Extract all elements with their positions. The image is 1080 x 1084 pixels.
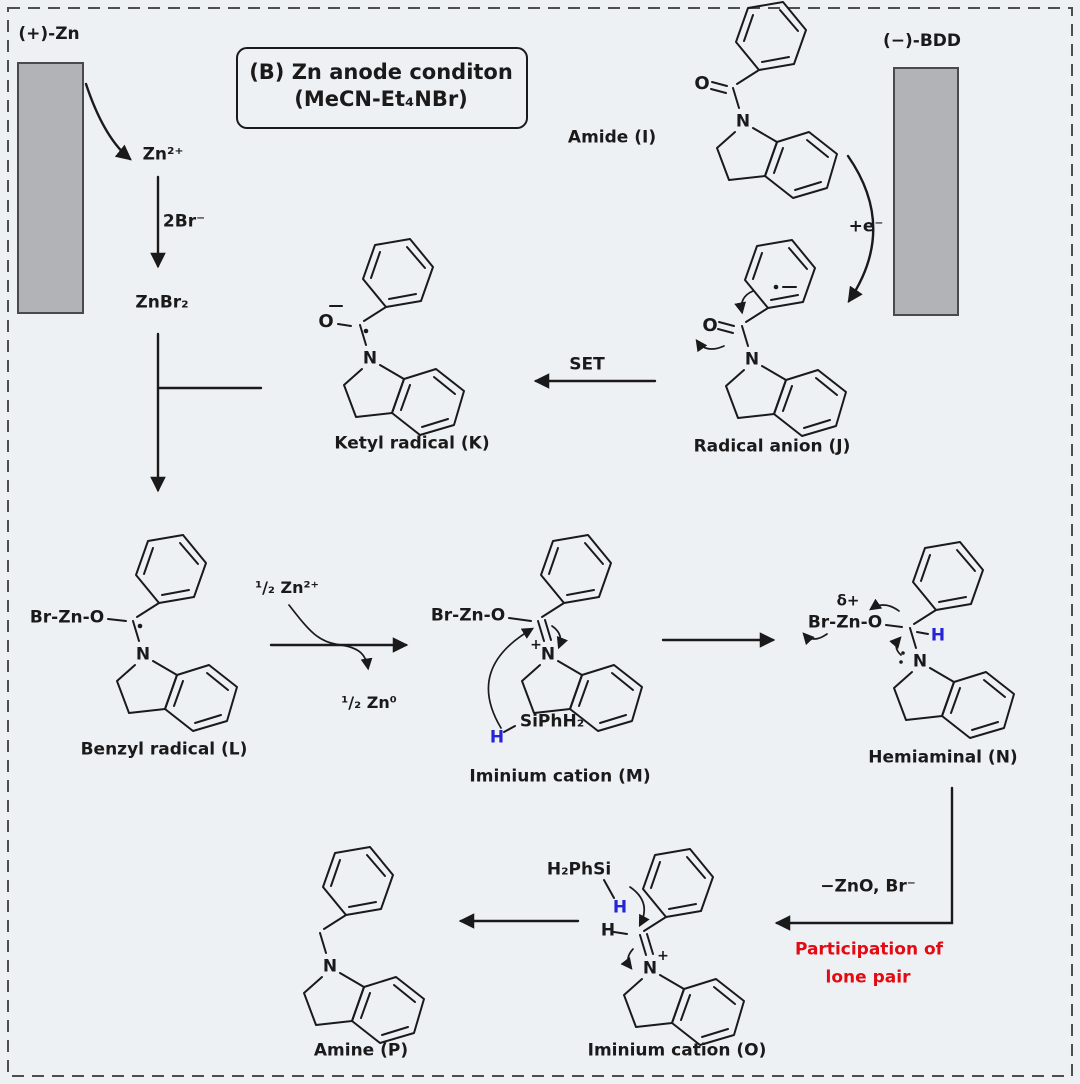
half-zn-zero-label: ¹/₂ Zn⁰	[341, 693, 397, 712]
radical-anion-N: N	[744, 349, 760, 370]
iminium-m-name: Iminium cation (M)	[469, 766, 651, 787]
hemiaminal-name: Hemiaminal (N)	[868, 747, 1018, 768]
ketyl-radical-name: Ketyl radical (K)	[334, 433, 490, 454]
radical-anion-O: O	[702, 315, 718, 336]
hemiaminal-H: H	[930, 625, 946, 646]
half-zn-cation-label: ¹/₂ Zn²⁺	[255, 578, 319, 597]
silane-siphh2-label: SiPhH₂	[519, 711, 585, 732]
ketyl-O: O	[318, 311, 334, 332]
znbr2-label: ZnBr₂	[135, 292, 189, 313]
participation-line2: lone pair	[825, 967, 911, 988]
amide-carbonyl-O: O	[694, 73, 710, 94]
amine-N: N	[322, 956, 338, 977]
zn-cation-label: Zn²⁺	[142, 144, 184, 165]
amide-N: N	[735, 111, 751, 132]
plus-electron-label: +e⁻	[848, 216, 884, 237]
iminium-m-hydride-H: H	[489, 727, 505, 748]
amide-name: Amide (I)	[567, 127, 657, 148]
iminium-o-name: Iminium cation (O)	[587, 1040, 767, 1061]
silane-h2phsi-label: H₂PhSi	[546, 859, 612, 880]
iminium-o-N: N	[642, 958, 658, 979]
benzyl-N: N	[135, 644, 151, 665]
iminium-o-hydride-H: H	[612, 897, 628, 918]
iminium-o-plus-charge: +	[657, 948, 669, 964]
title-line1: (B) Zn anode conditon	[249, 60, 513, 84]
title-line2: (MeCN-Et₄NBr)	[294, 87, 468, 111]
ketyl-N: N	[362, 348, 378, 369]
benzyl-br-zn-o: Br-Zn-O	[29, 607, 105, 628]
set-label: SET	[569, 354, 605, 375]
hemiaminal-br-zn-o: Br-Zn-O	[807, 612, 883, 633]
delta-plus-label: δ+	[836, 591, 860, 610]
iminium-o-H: H	[600, 920, 616, 941]
amine-name: Amine (P)	[313, 1040, 409, 1061]
benzyl-radical-name: Benzyl radical (L)	[80, 739, 248, 760]
cathode-label: (−)-BDD	[882, 31, 962, 51]
anode-label: (+)-Zn	[18, 24, 80, 44]
iminium-m-plus-charge: +	[530, 637, 542, 653]
iminium-m-N: N	[540, 644, 556, 665]
radical-anion-name: Radical anion (J)	[693, 436, 851, 457]
iminium-m-br-zn-o: Br-Zn-O	[430, 605, 506, 626]
hemiaminal-N: N	[912, 651, 928, 672]
participation-line1: Participation of	[794, 939, 944, 960]
two-bromide-label: 2Br⁻	[162, 211, 206, 232]
minus-zno-br-label: −ZnO, Br⁻	[820, 876, 916, 897]
